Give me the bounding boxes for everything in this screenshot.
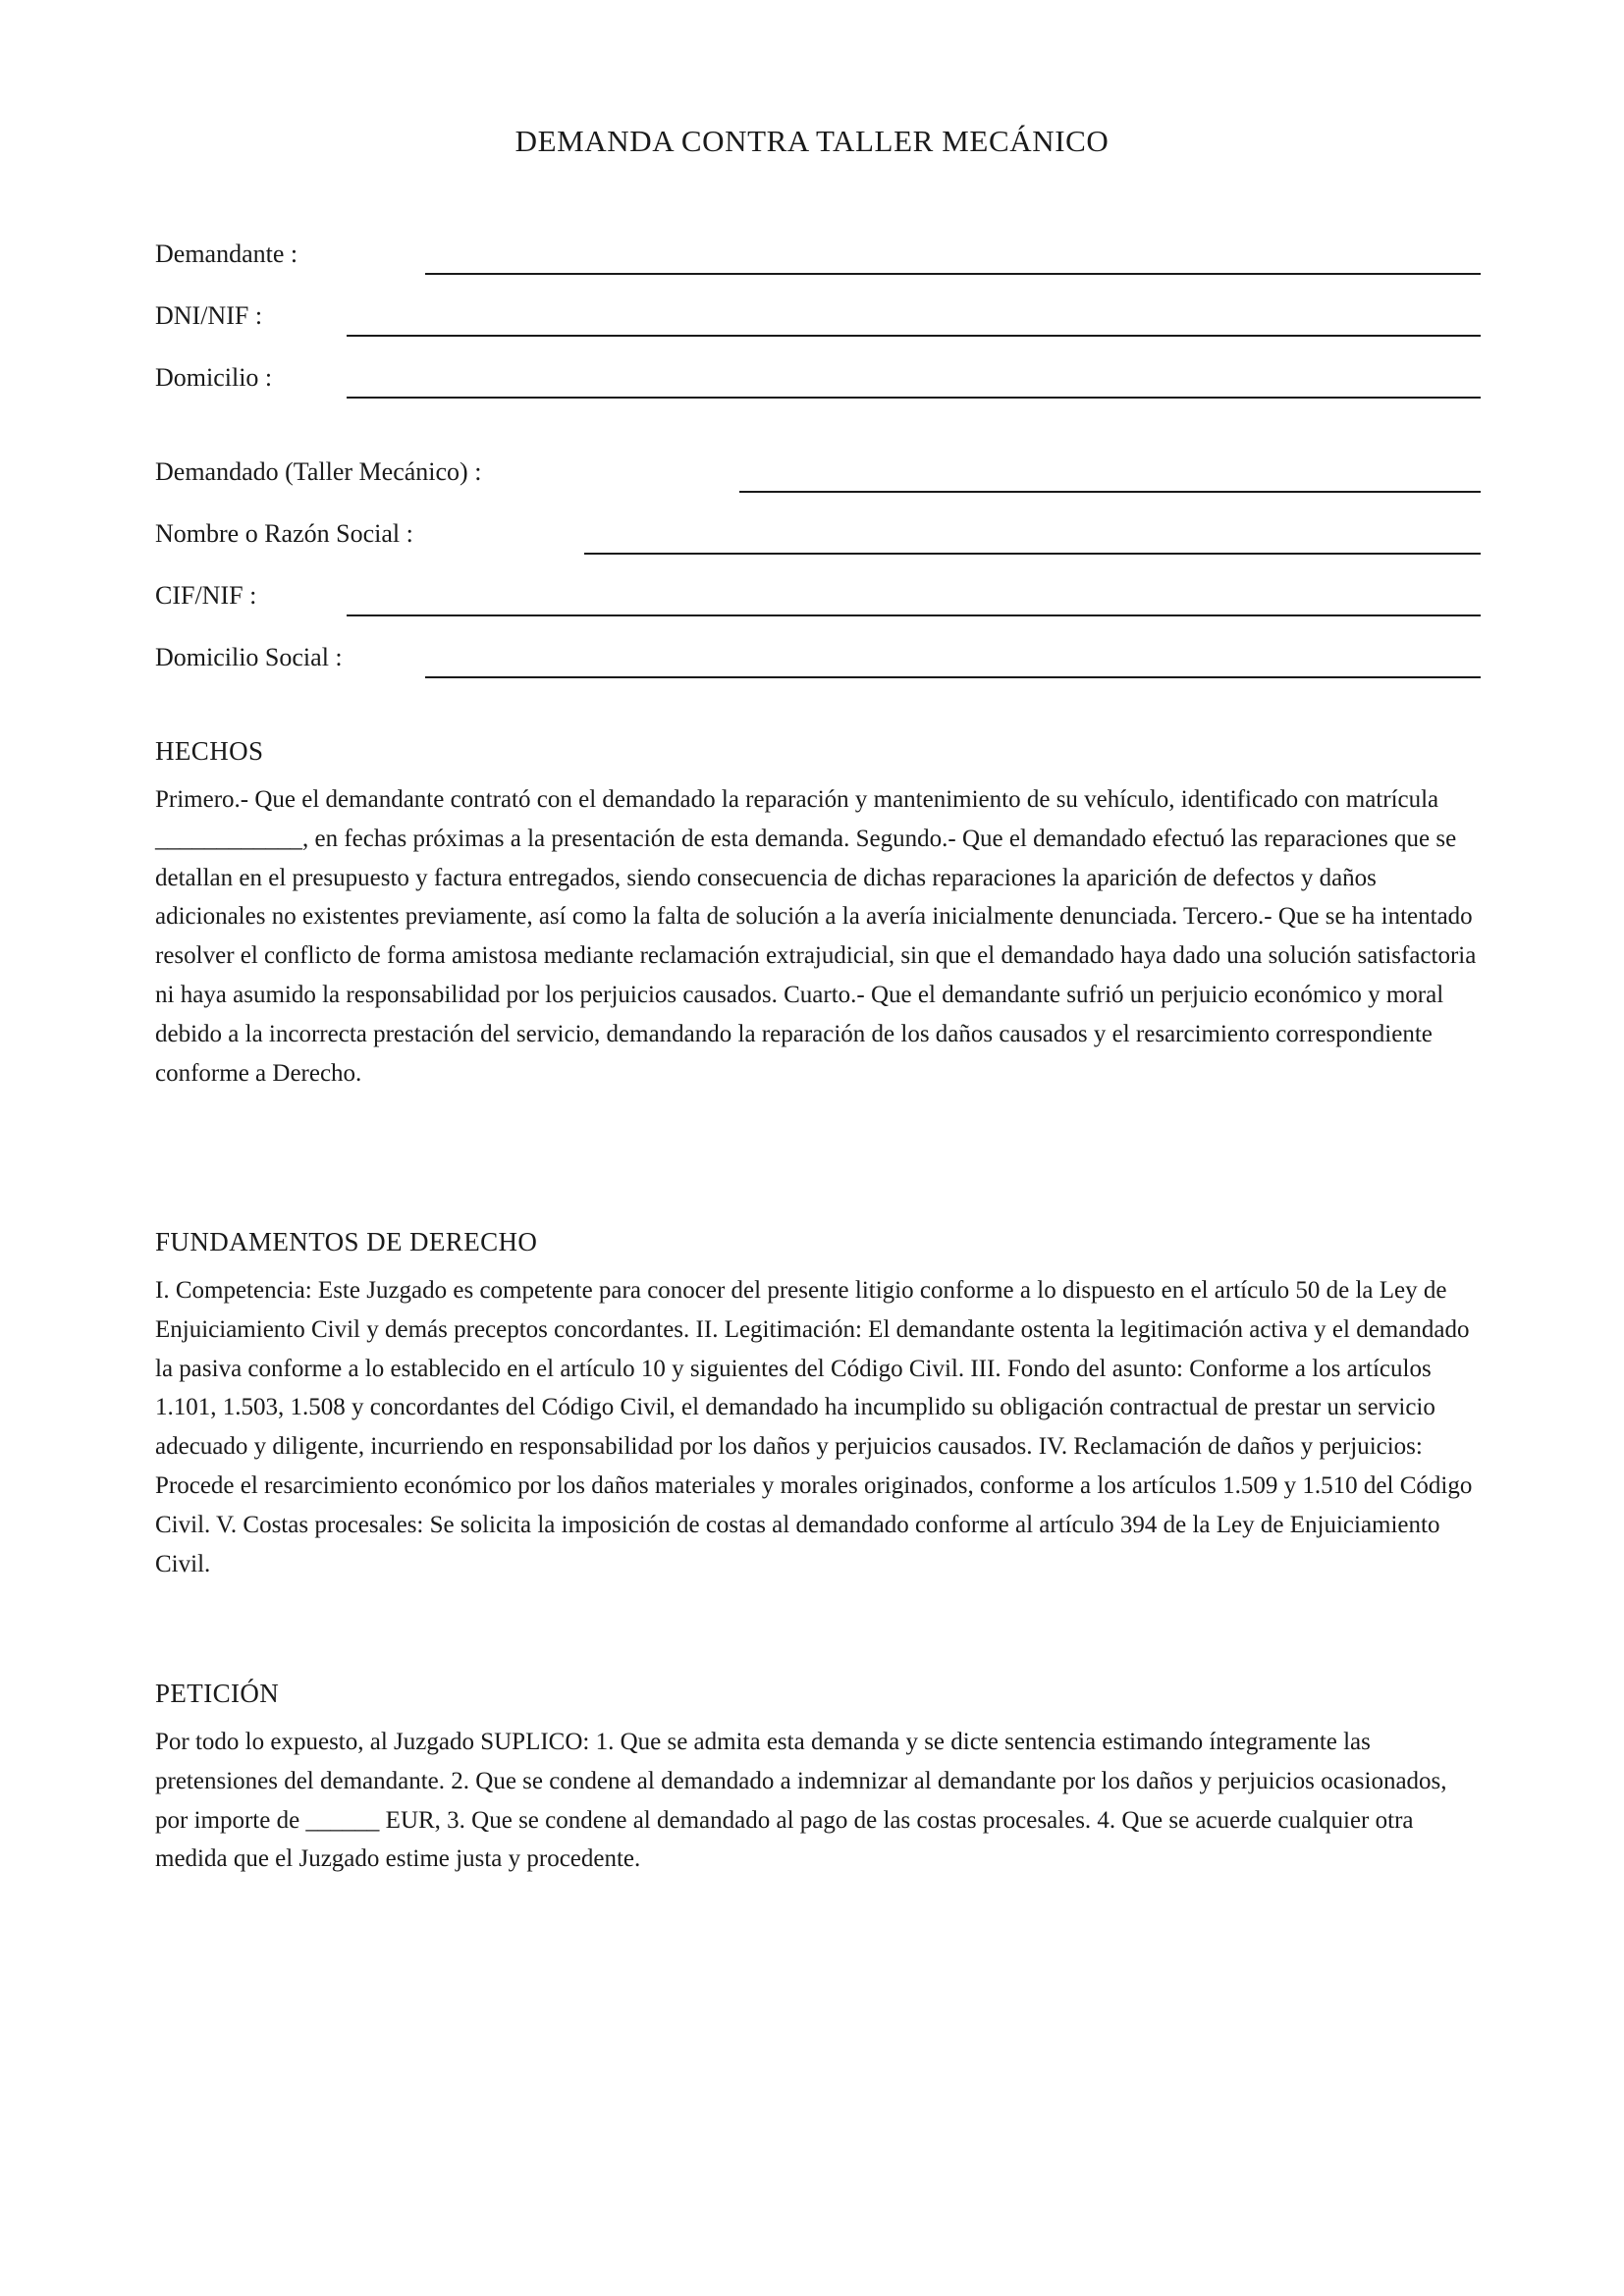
field-label: Demandado (Taller Mecánico) : [155, 457, 482, 486]
document-title: DEMANDA CONTRA TALLER MECÁNICO [514, 124, 1110, 158]
field-dni-nif [155, 301, 1481, 341]
section-heading: PETICIÓN [155, 1679, 280, 1708]
section-body: Por todo lo expuesto, al Juzgado SUPLICO: 1. Que se admita esta demanda y se dicte sentencia estimando íntegramente las pretensiones del demandante. 2. Que se condene al demandado a indemnizar al demandante por los daños y perjuicios ocasionados, por importe de ______ EUR, 3. Que se condene al demandado al pago de las costas procesales. 4. Que se acuerde cualquier otra medida que el Juzgado estime justa y procedente. [155, 1729, 1447, 1873]
fill-in-line[interactable] [347, 397, 1481, 399]
fill-in-line[interactable] [425, 273, 1481, 275]
section-heading: HECHOS [155, 736, 264, 766]
field-demandado [155, 457, 1481, 497]
section-heading: FUNDAMENTOS DE DERECHO [155, 1227, 538, 1256]
field-label: Nombre o Razón Social : [155, 519, 413, 548]
field-label: Demandante : [155, 240, 298, 268]
field-domicilio-social [155, 643, 1481, 682]
fill-in-line[interactable] [347, 614, 1481, 616]
section-hechos [155, 736, 1481, 1093]
section-fundamentos [155, 1227, 1481, 1583]
section-peticion [155, 1679, 1481, 1879]
field-label: DNI/NIF : [155, 301, 263, 330]
fill-in-line[interactable] [425, 676, 1481, 678]
field-label: Domicilio : [155, 363, 273, 392]
section-body: Primero.- Que el demandante contrató con el demandado la reparación y mantenimiento de su vehículo, identificado con matrícula ____________, en fechas próximas a la presentación de esta demanda. Segundo.- Que el demandado efectuó las reparaciones que se detallan en el presupuesto y factura entregados, siendo consecuencia de dichas reparaciones la aparición de defectos y daños adicionales no existentes previamente, así como la falta de solución a la avería inicialmente denunciada. Tercero.- Que se ha intentado resolver el conflicto de forma amistosa mediante reclamación extrajudicial, sin que el demandado haya dado una solución satisfactoria ni haya asumido la responsabilidad por los perjuicios causados. Cuarto.- Que el demandante sufrió un perjuicio económico y moral debido a la incorrecta prestación del servicio, demandando la reparación de los daños causados y el resarcimiento correspondiente conforme a Derecho. [155, 786, 1477, 1087]
field-cif-nif [155, 581, 1481, 620]
fill-in-line[interactable] [739, 491, 1481, 493]
field-demandante [155, 240, 1481, 279]
field-domicilio [155, 363, 1481, 402]
field-razon-social [155, 519, 1481, 559]
fill-in-line[interactable] [347, 335, 1481, 337]
field-label: Domicilio Social : [155, 643, 343, 671]
field-label: CIF/NIF : [155, 581, 257, 610]
section-body: I. Competencia: Este Juzgado es competente para conocer del presente litigio conforme a lo dispuesto en el artículo 50 de la Ley de Enjuiciamiento Civil y demás preceptos concordantes. II. Legitimación: El demandante ostenta la legitimación activa y el demandado la pasiva conforme a lo establecido en el artículo 10 y siguientes del Código Civil. III. Fondo del asunto: Conforme a los artículos 1.101, 1.503, 1.508 y concordantes del Código Civil, el demandado ha incumplido su obligación contractual de prestar un servicio adecuado y diligente, incurriendo en responsabilidad por los daños y perjuicios causados. IV. Reclamación de daños y perjuicios: Procede el resarcimiento económico por los daños materiales y morales originados, conforme a los artículos 1.509 y 1.510 del Código Civil. V. Costas procesales: Se solicita la imposición de costas al demandado conforme al artículo 394 de la Ley de Enjuiciamiento Civil. [155, 1277, 1473, 1577]
fill-in-line[interactable] [584, 553, 1481, 555]
